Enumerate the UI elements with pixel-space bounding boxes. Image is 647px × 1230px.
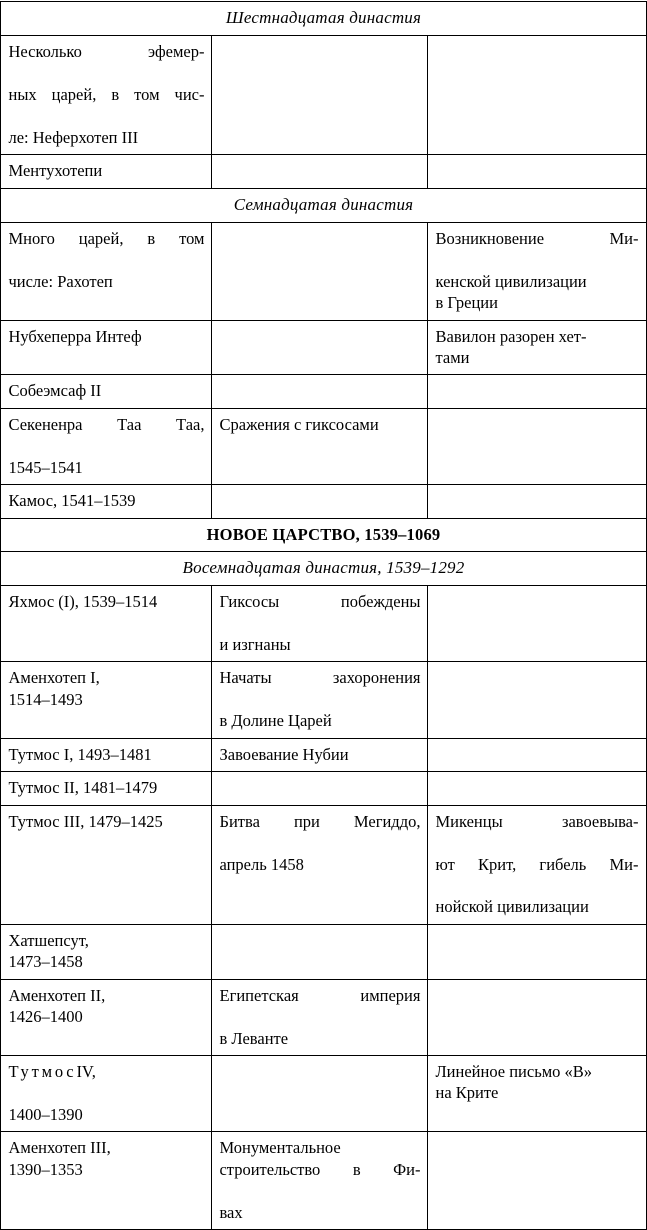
ruler-line: Несколько эфемер- xyxy=(8,42,205,62)
dynasty-header-row xyxy=(1,188,646,222)
world-event-cell xyxy=(428,375,646,408)
ruler-line: ле: Неферхотеп III xyxy=(8,127,139,147)
ruler-line: Аменхотеп I, xyxy=(8,668,100,688)
ruler-line: числе: Рахотеп xyxy=(8,271,113,291)
world-event-cell xyxy=(428,485,646,518)
world-event-cell xyxy=(428,738,646,771)
world-event-cell xyxy=(428,979,646,1055)
ruler-line: Аменхотеп III, xyxy=(8,1138,111,1158)
egypt-event-cell xyxy=(212,586,428,662)
ruler-line: Ментухотепи xyxy=(8,161,103,181)
table-row xyxy=(1,805,646,924)
world-event-line: Микенцы завоевыва- xyxy=(435,811,639,831)
egypt-event-cell xyxy=(212,924,428,979)
ruler-cell xyxy=(1,1056,212,1132)
world-event-cell xyxy=(428,36,646,155)
egypt-event-line: Завоевание Нубии xyxy=(219,744,349,764)
table-row xyxy=(1,738,646,771)
ruler-line: Камос, 1541–1539 xyxy=(8,491,136,511)
egypt-event-cell xyxy=(212,375,428,408)
world-event-cell xyxy=(428,408,646,484)
ruler-cell xyxy=(1,805,212,924)
dynasty-title: Шестнадцатая династия xyxy=(225,8,422,27)
world-event-cell xyxy=(428,924,646,979)
ruler-cell xyxy=(1,408,212,484)
ruler-line: Нубхеперра Интеф xyxy=(8,326,142,346)
egypt-event-cell xyxy=(212,738,428,771)
table-row xyxy=(1,222,646,320)
ruler-cell xyxy=(1,222,212,320)
world-event-line: Вавилон разорен хет- xyxy=(435,326,587,346)
world-event-line: на Крите xyxy=(435,1083,499,1103)
ruler-cell xyxy=(1,155,212,188)
dynasty-header-row xyxy=(1,552,646,586)
dynasty-header-cell xyxy=(1,2,646,36)
ruler-line: Тутмос II, 1481–1479 xyxy=(8,778,158,798)
egypt-event-cell xyxy=(212,1056,428,1132)
egypt-event-cell xyxy=(212,772,428,805)
ruler-line: Тутмос III, 1479–1425 xyxy=(8,811,163,831)
ruler-line: Много царей, в том xyxy=(8,228,205,248)
dynasty-title: Семнадцатая династия xyxy=(233,194,414,214)
egypt-event-line: Начаты захоронения xyxy=(219,668,421,688)
egypt-event-line: в Долине Царей xyxy=(219,711,332,731)
world-event-cell xyxy=(428,805,646,924)
ruler-cell xyxy=(1,36,212,155)
table-row xyxy=(1,1132,646,1230)
ruler-cell xyxy=(1,924,212,979)
dynasty-header-cell xyxy=(1,552,646,586)
ruler-cell xyxy=(1,1132,212,1230)
world-event-cell xyxy=(428,222,646,320)
ruler-line: Секененра Таа Таа, xyxy=(8,414,205,434)
ruler-line: Хатшепсут, xyxy=(8,930,89,950)
egypt-event-cell xyxy=(212,662,428,738)
table-row xyxy=(1,586,646,662)
ruler-line xyxy=(8,1061,204,1104)
table-row xyxy=(1,772,646,805)
ruler-cell xyxy=(1,738,212,771)
dynasty-header-cell xyxy=(1,188,646,222)
egypt-event-line: Сражения с гиксосами xyxy=(219,414,379,434)
world-event-line: кенской цивилизации xyxy=(435,271,587,291)
table-row xyxy=(1,485,646,518)
table-row xyxy=(1,155,646,188)
ruler-cell xyxy=(1,375,212,408)
egypt-event-line: Египетская империя xyxy=(219,985,421,1005)
egypt-event-cell xyxy=(212,485,428,518)
table-row xyxy=(1,408,646,484)
ruler-line: 1514–1493 xyxy=(8,689,83,709)
dynasty-header-row xyxy=(1,2,646,36)
egypt-event-cell xyxy=(212,805,428,924)
ruler-line: 1426–1400 xyxy=(8,1007,83,1027)
egypt-event-cell xyxy=(212,979,428,1055)
table-body xyxy=(1,2,646,1230)
egypt-event-line: Гиксосы побеждены xyxy=(219,592,421,612)
world-event-cell xyxy=(428,1056,646,1132)
world-event-cell xyxy=(428,320,646,375)
kingdom-header-row xyxy=(1,518,646,551)
egypt-event-cell xyxy=(212,320,428,375)
world-event-line: в Греции xyxy=(435,293,498,313)
table-row xyxy=(1,320,646,375)
table-row xyxy=(1,924,646,979)
egypt-event-line: в Леванте xyxy=(219,1028,289,1048)
ruler-line: 1473–1458 xyxy=(8,952,83,972)
world-event-cell xyxy=(428,772,646,805)
world-event-line: тами xyxy=(435,348,470,367)
world-event-cell xyxy=(428,155,646,188)
ruler-cell xyxy=(1,320,212,375)
ruler-cell xyxy=(1,662,212,738)
egypt-event-cell xyxy=(212,408,428,484)
world-event-line: Линейное письмо «В» xyxy=(435,1062,593,1082)
egypt-event-line: Битва при Мегиддо, xyxy=(219,811,421,831)
egypt-event-line: и изгнаны xyxy=(219,635,291,655)
ruler-line: 1390–1353 xyxy=(8,1159,83,1179)
world-event-line: Возникновение Ми- xyxy=(435,228,639,248)
egypt-event-line: вах xyxy=(219,1202,243,1222)
world-event-cell xyxy=(428,1132,646,1230)
dynasty-title: Восемнадцатая династия, 1539–1292 xyxy=(182,558,465,578)
egypt-event-line: Монументальное xyxy=(219,1138,341,1158)
egypt-event-cell xyxy=(212,155,428,188)
table-row xyxy=(1,1056,646,1132)
egypt-event-line: апрель 1458 xyxy=(219,854,304,874)
ruler-line: ных царей, в том чис- xyxy=(8,84,205,104)
world-event-cell xyxy=(428,586,646,662)
chronology-table xyxy=(0,1,646,1230)
table-row xyxy=(1,36,646,155)
egypt-event-cell xyxy=(212,36,428,155)
kingdom-header-cell xyxy=(1,518,646,551)
kingdom-title: НОВОЕ ЦАРСТВО, 1539–1069 xyxy=(206,524,441,544)
egypt-event-cell xyxy=(212,1132,428,1230)
ruler-line: 1545–1541 xyxy=(8,457,83,477)
ruler-line: Аменхотеп II, xyxy=(8,985,106,1005)
world-event-line: нойской цивилизации xyxy=(435,897,589,917)
ruler-line: 1400–1390 xyxy=(8,1104,83,1124)
ruler-line: Яхмос (I), 1539–1514 xyxy=(8,592,158,612)
ruler-cell xyxy=(1,586,212,662)
ruler-line: Собеэмсаф II xyxy=(8,381,102,401)
world-event-line: ют Крит, гибель Ми- xyxy=(435,854,639,874)
ruler-cell xyxy=(1,485,212,518)
ruler-line: Тутмос I, 1493–1481 xyxy=(8,744,152,764)
egypt-event-line: строительство в Фи- xyxy=(219,1159,421,1179)
egypt-event-cell xyxy=(212,222,428,320)
table-row xyxy=(1,375,646,408)
table-row xyxy=(1,979,646,1055)
ruler-ordinal: IV, xyxy=(76,1062,96,1082)
table-row xyxy=(1,662,646,738)
ruler-cell xyxy=(1,979,212,1055)
world-event-cell xyxy=(428,662,646,738)
ruler-cell xyxy=(1,772,212,805)
ruler-name: Тутмос xyxy=(8,1062,77,1082)
